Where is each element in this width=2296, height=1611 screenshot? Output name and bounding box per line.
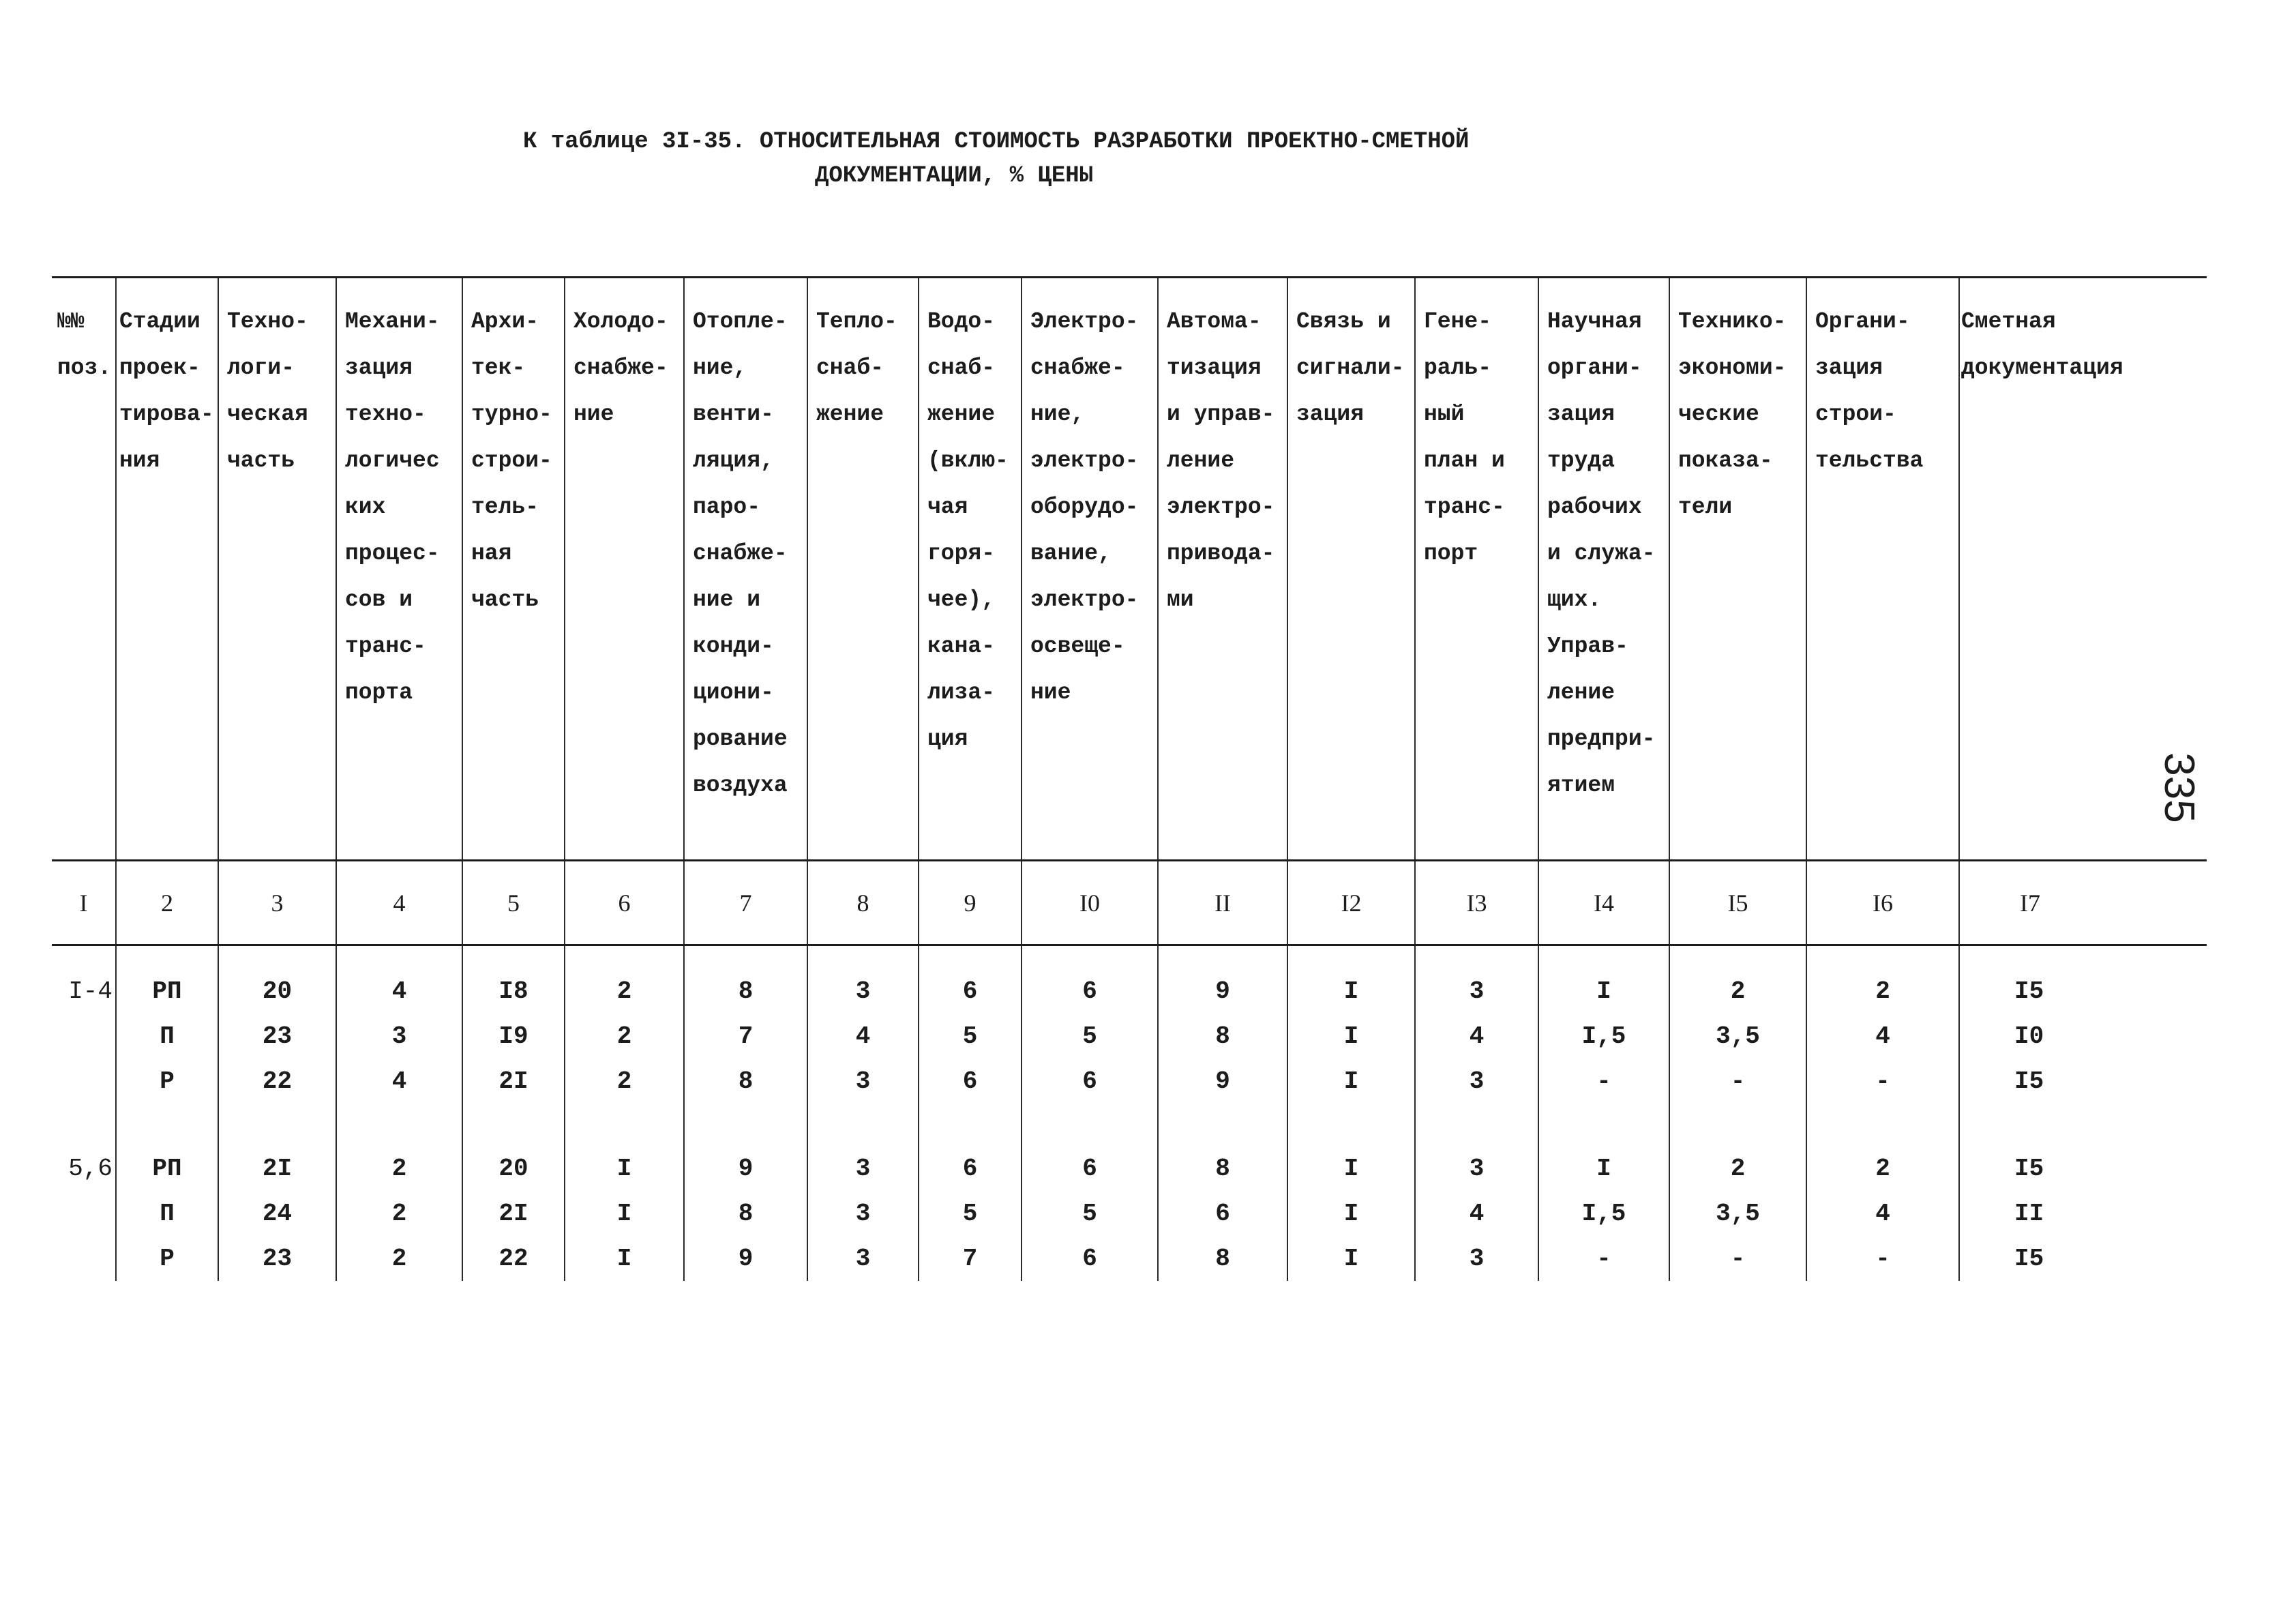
spacer-cell	[52, 945, 116, 969]
value-cell: 2	[565, 969, 684, 1014]
table-row	[52, 1191, 2207, 1236]
value-cell: 4	[1806, 1191, 1959, 1236]
spacer-cell	[1158, 1104, 1287, 1146]
value-cell: 9	[684, 1146, 807, 1191]
spacer-cell	[1806, 1104, 1959, 1146]
value-cell: 3,5	[1669, 1014, 1806, 1059]
column-number-row	[52, 861, 2207, 945]
position-cell	[52, 1236, 116, 1281]
spacer-cell	[336, 945, 462, 969]
value-cell: 8	[1158, 1236, 1287, 1281]
value-cell: 3	[1415, 1146, 1538, 1191]
value-cell: I	[1287, 1059, 1415, 1104]
column-number-14: I4	[1538, 861, 1669, 945]
column-number-6: 6	[565, 861, 684, 945]
column-header-16: Органи- зация строи- тельства	[1806, 278, 1959, 861]
value-cell: 4	[1806, 1014, 1959, 1059]
column-header-1: №№ поз.	[52, 278, 116, 861]
value-cell: I,5	[1538, 1191, 1669, 1236]
value-cell: 2	[1806, 969, 1959, 1014]
value-cell: 5	[919, 1191, 1022, 1236]
table-title-line-2: ДОКУМЕНТАЦИИ, % ЦЕНЫ	[815, 163, 1094, 189]
value-cell: 6	[1022, 1146, 1158, 1191]
stage-cell: П	[116, 1191, 218, 1236]
value-cell: I	[1538, 969, 1669, 1014]
value-cell: 6	[919, 1146, 1022, 1191]
value-cell: 20	[218, 969, 336, 1014]
value-cell: 4	[1415, 1191, 1538, 1236]
page-number: 335	[2156, 752, 2203, 823]
value-cell: 2I	[462, 1191, 565, 1236]
column-number-8: 8	[807, 861, 919, 945]
column-header-4: Механи- зация техно- логичес ких процес- сов и транс- порта	[336, 278, 462, 861]
stage-cell: Р	[116, 1236, 218, 1281]
header-row	[52, 278, 2207, 861]
value-cell: 4	[1415, 1014, 1538, 1059]
value-cell: I,5	[1538, 1014, 1669, 1059]
column-header-12: Связь и сигнали- зация	[1287, 278, 1415, 861]
cost-table	[52, 276, 2207, 1281]
position-cell	[52, 1059, 116, 1104]
table-title-line-1: К таблице 3I-35. ОТНОСИТЕЛЬНАЯ СТОИМОСТЬ РАЗРАБОТКИ ПРОЕКТНО-СМЕТНОЙ	[523, 129, 1470, 155]
value-cell: 2	[336, 1236, 462, 1281]
spacer-cell	[807, 945, 919, 969]
value-cell: 3	[807, 1236, 919, 1281]
value-cell: 8	[684, 969, 807, 1014]
value-cell: 3	[336, 1014, 462, 1059]
value-cell: 3	[807, 1059, 919, 1104]
spacer-cell	[1287, 945, 1415, 969]
table-row	[52, 1014, 2207, 1059]
value-cell: -	[1538, 1059, 1669, 1104]
column-number-1: I	[52, 861, 116, 945]
table-row	[52, 1146, 2207, 1191]
value-cell: I	[1287, 1014, 1415, 1059]
value-cell: 22	[218, 1059, 336, 1104]
value-cell: 2I	[462, 1059, 565, 1104]
spacer-cell	[565, 945, 684, 969]
value-cell: 2	[336, 1146, 462, 1191]
spacer-cell	[1959, 1104, 2207, 1146]
value-cell: 7	[919, 1236, 1022, 1281]
value-cell: 6	[1022, 1236, 1158, 1281]
value-cell: I	[1287, 1191, 1415, 1236]
column-header-3: Техно- логи- ческая часть	[218, 278, 336, 861]
stage-cell: РП	[116, 1146, 218, 1191]
column-header-11: Автома- тизация и управ- ление электро- привода- ми	[1158, 278, 1287, 861]
value-cell: I	[1538, 1146, 1669, 1191]
value-cell: 6	[1158, 1191, 1287, 1236]
value-cell: 8	[684, 1059, 807, 1104]
value-cell: 2	[1806, 1146, 1959, 1191]
value-cell: I5	[2014, 977, 2044, 1005]
value-cell: 8	[684, 1191, 807, 1236]
value-cell: -	[1669, 1059, 1806, 1104]
column-header-9: Водо- снаб- жение (вклю- чая горя- чее), кана- лиза- ция	[919, 278, 1022, 861]
table-row	[52, 1059, 2207, 1104]
spacer-cell	[462, 945, 565, 969]
column-number-7: 7	[684, 861, 807, 945]
stage-cell: РП	[116, 969, 218, 1014]
value-cell: I9	[462, 1014, 565, 1059]
value-cell: I5	[2014, 1244, 2044, 1273]
value-cell: 9	[684, 1236, 807, 1281]
value-cell: 24	[218, 1191, 336, 1236]
value-cell: 5	[1022, 1014, 1158, 1059]
spacer-cell	[218, 1104, 336, 1146]
table-row	[52, 1236, 2207, 1281]
column-number-11: II	[1158, 861, 1287, 945]
stage-cell: Р	[116, 1059, 218, 1104]
value-cell: I	[1287, 1146, 1415, 1191]
value-cell: 8	[1158, 1146, 1287, 1191]
column-header-13: Гене- раль- ный план и транс- порт	[1415, 278, 1538, 861]
value-cell: II	[2014, 1199, 2044, 1228]
spacer-cell	[52, 1104, 116, 1146]
column-number-10: I0	[1022, 861, 1158, 945]
position-cell	[52, 1014, 116, 1059]
position-cell	[52, 1191, 116, 1236]
spacer-cell	[807, 1104, 919, 1146]
value-cell: I0	[2014, 1022, 2044, 1050]
column-header-8: Тепло- снаб- жение	[807, 278, 919, 861]
table-body	[52, 945, 2207, 1282]
value-cell: 2I	[218, 1146, 336, 1191]
column-header-5: Архи- тек- турно- строи- тель- ная часть	[462, 278, 565, 861]
spacer-cell	[462, 1104, 565, 1146]
column-number-13: I3	[1415, 861, 1538, 945]
position-cell: I-4	[52, 969, 116, 1014]
column-header-10: Электро- снабже- ние, электро- оборудо- вание, электро- освеще- ние	[1022, 278, 1158, 861]
value-cell: -	[1806, 1236, 1959, 1281]
column-number-5: 5	[462, 861, 565, 945]
value-cell: 4	[336, 1059, 462, 1104]
value-cell: 3	[807, 969, 919, 1014]
column-number-16: I6	[1806, 861, 1959, 945]
value-cell: 20	[462, 1146, 565, 1191]
value-cell: 3	[1415, 1236, 1538, 1281]
spacer-cell	[1538, 1104, 1669, 1146]
value-cell: 23	[218, 1236, 336, 1281]
value-cell: 22	[462, 1236, 565, 1281]
spacer-cell	[1669, 1104, 1806, 1146]
value-cell: 9	[1158, 1059, 1287, 1104]
spacer-cell	[336, 1104, 462, 1146]
value-cell: I	[565, 1191, 684, 1236]
spacer-cell	[1806, 945, 1959, 969]
value-cell: -	[1538, 1236, 1669, 1281]
spacer-cell	[1669, 945, 1806, 969]
value-cell: 4	[807, 1014, 919, 1059]
value-cell: 9	[1158, 969, 1287, 1014]
column-header-6: Холодо- снабже- ние	[565, 278, 684, 861]
value-cell: I5	[2014, 1154, 2044, 1183]
value-cell: 2	[565, 1059, 684, 1104]
spacer-cell	[116, 1104, 218, 1146]
value-cell: -	[1806, 1059, 1959, 1104]
value-cell: 8	[1158, 1014, 1287, 1059]
value-cell: 3,5	[1669, 1191, 1806, 1236]
column-number-3: 3	[218, 861, 336, 945]
column-number-9: 9	[919, 861, 1022, 945]
stage-cell: П	[116, 1014, 218, 1059]
value-cell: 4	[336, 969, 462, 1014]
spacer-cell	[116, 945, 218, 969]
value-cell: I5	[2014, 1067, 2044, 1095]
value-cell: 6	[919, 969, 1022, 1014]
value-cell: 6	[919, 1059, 1022, 1104]
column-number-17: I7	[1959, 861, 2207, 945]
spacer-cell	[1022, 1104, 1158, 1146]
column-number-2: 2	[116, 861, 218, 945]
value-cell: 2	[336, 1191, 462, 1236]
group-spacer	[52, 945, 2207, 969]
spacer-cell	[218, 945, 336, 969]
column-number-12: I2	[1287, 861, 1415, 945]
spacer-cell	[1415, 1104, 1538, 1146]
value-cell: I	[565, 1146, 684, 1191]
position-cell: 5,6	[52, 1146, 116, 1191]
value-cell: 5	[1022, 1191, 1158, 1236]
value-cell: 5	[919, 1014, 1022, 1059]
column-number-4: 4	[336, 861, 462, 945]
spacer-cell	[684, 1104, 807, 1146]
value-cell: 6	[1022, 969, 1158, 1014]
spacer-cell	[1538, 945, 1669, 969]
spacer-cell	[1287, 1104, 1415, 1146]
spacer-cell	[1415, 945, 1538, 969]
value-cell: I	[565, 1236, 684, 1281]
spacer-cell	[565, 1104, 684, 1146]
spacer-cell	[684, 945, 807, 969]
column-header-14: Научная органи- зация труда рабочих и служа- щих. Управ- ление предпри- ятием	[1538, 278, 1669, 861]
column-header-15: Технико- экономи- ческие показа- тели	[1669, 278, 1806, 861]
value-cell: I8	[462, 969, 565, 1014]
spacer-cell	[919, 1104, 1022, 1146]
value-cell: 6	[1022, 1059, 1158, 1104]
column-header-17: Сметная документация	[1959, 278, 2207, 861]
spacer-cell	[1959, 945, 2207, 969]
value-cell: I	[1287, 1236, 1415, 1281]
table-row	[52, 969, 2207, 1014]
column-header-2: Стадии проек- тирова- ния	[116, 278, 218, 861]
value-cell: 2	[1669, 969, 1806, 1014]
value-cell: -	[1669, 1236, 1806, 1281]
spacer-cell	[1158, 945, 1287, 969]
value-cell: 3	[807, 1191, 919, 1236]
column-number-15: I5	[1669, 861, 1806, 945]
value-cell: 3	[807, 1146, 919, 1191]
value-cell: 23	[218, 1014, 336, 1059]
column-header-7: Отопле- ние, венти- ляция, паро- снабже- ние и конди- циони- рование воздуха	[684, 278, 807, 861]
value-cell: 2	[565, 1014, 684, 1059]
spacer-cell	[919, 945, 1022, 969]
value-cell: 7	[684, 1014, 807, 1059]
spacer-cell	[1022, 945, 1158, 969]
group-spacer	[52, 1104, 2207, 1146]
value-cell: I	[1287, 969, 1415, 1014]
value-cell: 3	[1415, 1059, 1538, 1104]
value-cell: 3	[1415, 969, 1538, 1014]
value-cell: 2	[1669, 1146, 1806, 1191]
